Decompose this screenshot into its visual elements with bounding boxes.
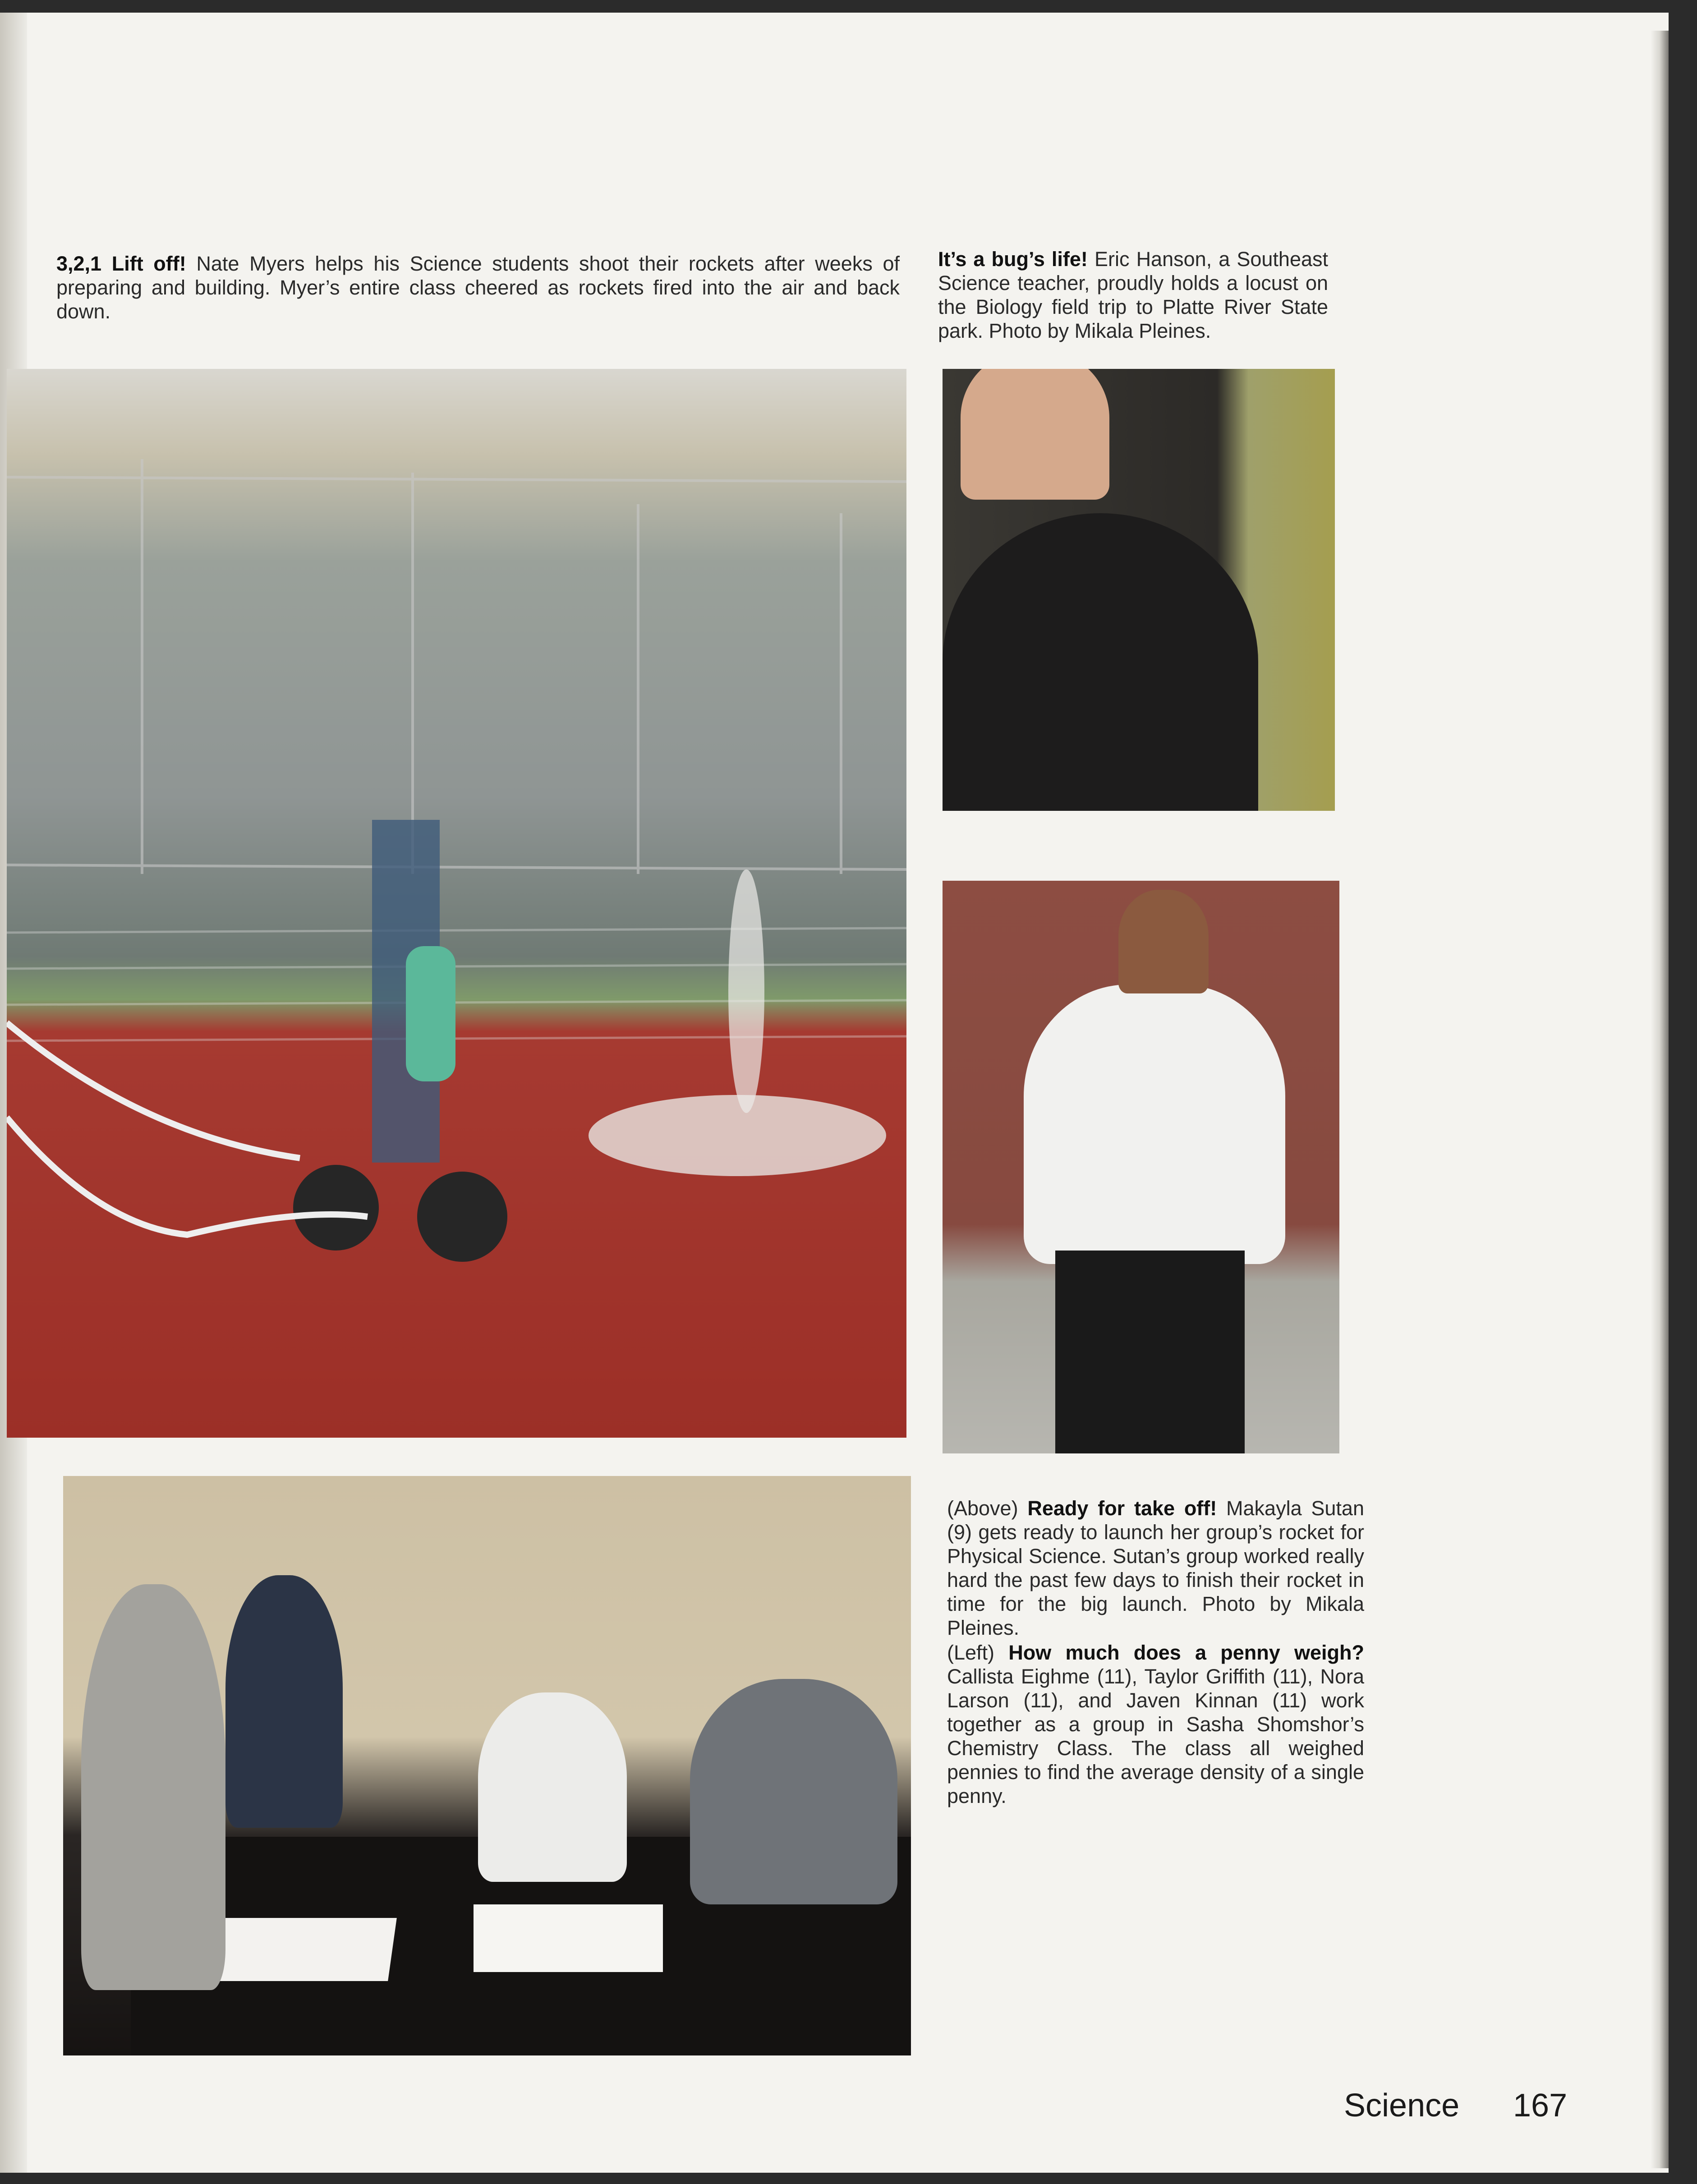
rocket-launch-photo: [7, 369, 906, 1438]
student-center: [478, 1692, 627, 1882]
student-right: [690, 1679, 897, 1904]
rocket-launch-scene: [7, 369, 906, 1438]
lab-paper-center: [474, 1904, 663, 1972]
takeoff-caption: [947, 1496, 1364, 1640]
takeoff-caption-body: Makayla Sutan (9) gets ready to launch her group’s rocket for Physical Science. Sutan’s group worked really hard the past few days to finish their rocket in time for the big launch. Photo by Mikala Pleines.: [947, 1497, 1364, 1639]
section-label: Science: [1344, 2087, 1460, 2124]
bug-caption-body: Eric Hanson, a Southeast Science teacher, proudly holds a locust on the Biology field trip to Platte River State park. Photo by Mikala Pleines.: [938, 248, 1328, 342]
student-pants: [1055, 1251, 1245, 1453]
page-edge: [1651, 31, 1669, 2168]
yearbook-page: [0, 13, 1669, 2173]
bug-caption: [938, 247, 1328, 343]
rocket-caption-headline: 3,2,1 Lift off!: [56, 252, 186, 275]
student-face: [1118, 890, 1209, 993]
student-shirt: [1024, 984, 1285, 1264]
lab-paper-left: [207, 1918, 397, 1981]
teacher-jacket: [943, 513, 1258, 811]
rocket-caption: [56, 252, 900, 323]
teacher-face: [961, 369, 1109, 500]
rocket-caption-body: Nate Myers helps his Science students shoot their rockets after weeks of preparing and building. Myer’s entire class cheered as rockets fired into the air and back down.: [56, 252, 900, 323]
student-left: [81, 1584, 225, 1990]
student-rocket-photo: [943, 881, 1339, 1453]
student-back: [225, 1575, 343, 1828]
penny-caption-prefix: (Left): [947, 1641, 1009, 1664]
page-number: 167: [1513, 2087, 1568, 2124]
penny-caption-body: Callista Eighme (11), Taylor Griffith (11), Nora Larson (11), and Javen Kinnan (11) work together as a group in Sasha Shomshor’s Chemistry Class. The class all weighed pennies to find the average density of a single penny.: [947, 1665, 1364, 1807]
penny-caption-headline: How much does a penny weigh?: [1008, 1641, 1364, 1664]
previous-page-bleed: [0, 103, 27, 355]
bug-caption-headline: It’s a bug’s life!: [938, 248, 1088, 271]
penny-lab-photo: [63, 1476, 911, 2055]
takeoff-caption-prefix: (Above): [947, 1497, 1028, 1520]
penny-caption: [947, 1641, 1364, 1808]
takeoff-caption-headline: Ready for take off!: [1027, 1497, 1217, 1520]
teacher-locust-photo: [943, 369, 1335, 811]
